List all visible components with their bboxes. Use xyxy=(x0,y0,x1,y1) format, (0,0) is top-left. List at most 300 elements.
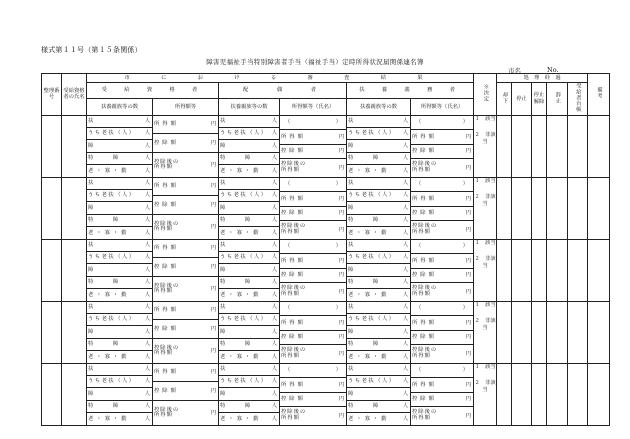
header-processing: 処 理 経 過 xyxy=(497,74,588,83)
label-dependents: 扶 xyxy=(88,242,95,248)
suspension-lifted-cell[interactable] xyxy=(532,301,547,363)
unit-person: 人 xyxy=(271,266,277,273)
label-after-deduction: 控除後の 所得額 xyxy=(281,285,307,297)
unit-yen: 円 xyxy=(338,272,344,278)
table-row xyxy=(42,301,610,363)
seq-cell[interactable] xyxy=(42,177,62,239)
income-cell[interactable] xyxy=(153,239,219,301)
label-disabled: 障 xyxy=(348,328,355,335)
unit-person: 人 xyxy=(271,192,277,199)
seq-cell[interactable] xyxy=(42,301,62,363)
label-income: 所得額 xyxy=(154,307,179,314)
rejected-cell[interactable] xyxy=(497,177,512,239)
header-dependents-count: 扶養親族等の数 xyxy=(219,99,280,115)
unit-person: 人 xyxy=(271,415,277,422)
unit-person: 人 xyxy=(271,316,277,323)
unit-yen: 円 xyxy=(210,326,216,333)
unit-yen: 円 xyxy=(465,195,472,202)
label-special-disabled: 特 障 xyxy=(220,341,254,348)
label-deduction: 控除額 xyxy=(412,148,437,154)
unit-yen: 円 xyxy=(338,396,344,402)
dependents-cell[interactable] xyxy=(87,363,153,425)
obligor-income-cell[interactable] xyxy=(411,177,474,239)
header-ledger-entry: 受給者台帳 xyxy=(568,83,588,116)
unit-person: 人 xyxy=(271,390,277,397)
label-disabled: 障 xyxy=(348,266,355,273)
unit-yen: 円 xyxy=(210,307,216,314)
ledger-entry-cell[interactable] xyxy=(568,363,588,425)
label-dependents: 扶 xyxy=(88,118,95,124)
unit-person: 人 xyxy=(144,279,150,286)
unit-person: 人 xyxy=(271,130,277,137)
unit-person: 人 xyxy=(402,378,408,385)
header-dependents-count: 扶養親族等の数 xyxy=(87,99,153,115)
unit-yen: 円 xyxy=(338,288,344,295)
decision-cell[interactable] xyxy=(474,301,497,363)
label-elderly-widow-work: 老・寡・勤 xyxy=(348,167,390,174)
unit-person: 人 xyxy=(144,130,150,137)
result-applicable: １ 該当 xyxy=(474,115,496,122)
unit-person: 人 xyxy=(144,328,150,335)
unit-yen: 円 xyxy=(338,257,344,264)
label-elderly-widow-work: 老・寡・勤 xyxy=(88,415,130,422)
label-elderly: うち老扶（人） xyxy=(88,254,136,261)
obligor-dependents-cell[interactable] xyxy=(347,115,411,177)
header-decision: ※決定 xyxy=(474,74,497,116)
label-special-disabled: 特 障 xyxy=(88,341,122,348)
label-deduction: 控除額 xyxy=(281,210,306,216)
label-dependents: 扶 xyxy=(88,180,95,186)
header-dependents-count: 扶養親族等の数 xyxy=(347,99,411,115)
ledger-table xyxy=(41,73,610,426)
label-elderly-widow-work: 老・寡・勤 xyxy=(348,229,390,236)
unit-yen: 円 xyxy=(210,223,216,230)
unit-yen: 円 xyxy=(338,381,344,388)
suspended-cell[interactable] xyxy=(512,177,532,239)
label-after-deduction: 控除後の 所得額 xyxy=(412,347,438,359)
obligor-income-cell[interactable] xyxy=(411,363,474,425)
label-deduction: 控除額 xyxy=(281,396,306,402)
label-disabled: 障 xyxy=(348,390,355,397)
obligor-name-paren: （ ） xyxy=(416,305,469,312)
unit-person: 人 xyxy=(144,366,150,372)
spouse-dependents-cell[interactable] xyxy=(219,363,280,425)
spouse-income-cell[interactable] xyxy=(280,363,347,425)
spouse-dependents-cell[interactable] xyxy=(219,239,280,301)
income-cell[interactable] xyxy=(153,301,219,363)
unit-yen: 円 xyxy=(465,350,472,357)
label-disabled: 障 xyxy=(220,390,227,397)
label-elderly: うち老扶（人） xyxy=(220,130,268,137)
unit-person: 人 xyxy=(402,328,408,335)
label-elderly: うち老扶（人） xyxy=(88,130,136,137)
spouse-dependents-cell[interactable] xyxy=(219,301,280,363)
unit-person: 人 xyxy=(402,204,408,211)
unit-yen: 円 xyxy=(465,257,472,264)
suspended-cell[interactable] xyxy=(512,115,532,177)
unit-person: 人 xyxy=(144,118,150,124)
label-dependents: 扶 xyxy=(348,180,355,186)
unit-person: 人 xyxy=(144,180,150,186)
header-income-name: 所得額等（氏名） xyxy=(411,99,474,115)
spouse-income-cell[interactable] xyxy=(280,177,347,239)
page-number-label: No. xyxy=(547,66,559,74)
label-disabled: 障 xyxy=(88,390,95,397)
label-elderly-widow-work: 老・寡・勤 xyxy=(348,415,390,422)
unit-person: 人 xyxy=(144,167,150,174)
spouse-dependents-cell[interactable] xyxy=(219,115,280,177)
remarks-cell[interactable] xyxy=(588,115,610,177)
unit-person: 人 xyxy=(271,155,277,162)
unit-yen: 円 xyxy=(338,148,344,154)
table-row xyxy=(42,363,610,425)
unit-person: 人 xyxy=(144,217,150,224)
dependents-cell[interactable] xyxy=(87,239,153,301)
label-special-disabled: 特 障 xyxy=(220,279,254,286)
label-dependents: 扶 xyxy=(220,304,227,310)
unit-person: 人 xyxy=(144,378,150,385)
spouse-income-cell[interactable] xyxy=(280,115,347,177)
unit-yen: 円 xyxy=(210,264,216,271)
header-obligor: 扶 養 義 務 者 xyxy=(347,83,474,99)
obligor-dependents-cell[interactable] xyxy=(347,301,411,363)
label-elderly: うち老扶（人） xyxy=(348,316,396,323)
unit-person: 人 xyxy=(271,180,277,186)
unit-person: 人 xyxy=(144,291,150,298)
spouse-name-paren: （ ） xyxy=(285,305,341,312)
unit-person: 人 xyxy=(271,142,277,149)
label-income: 所得額 xyxy=(412,257,437,264)
label-elderly-widow-work: 老・寡・勤 xyxy=(220,167,262,174)
ledger-entry-cell[interactable] xyxy=(568,177,588,239)
label-dependents: 扶 xyxy=(348,366,355,372)
seq-cell[interactable] xyxy=(42,363,62,425)
rejected-cell[interactable] xyxy=(497,115,512,177)
unit-person: 人 xyxy=(271,341,277,348)
unit-yen: 円 xyxy=(465,288,472,295)
unit-person: 人 xyxy=(402,142,408,149)
label-elderly-widow-work: 老・寡・勤 xyxy=(348,353,390,360)
unit-person: 人 xyxy=(271,328,277,335)
label-special-disabled: 特 障 xyxy=(348,155,382,162)
label-elderly-widow-work: 老・寡・勤 xyxy=(88,353,130,360)
header-spouse: 配 偶 者 xyxy=(219,83,347,99)
unit-person: 人 xyxy=(144,415,150,422)
label-after-deduction: 控除後の 所得額 xyxy=(154,158,180,170)
label-dependents: 扶 xyxy=(220,180,227,186)
unit-person: 人 xyxy=(402,229,408,236)
remarks-cell[interactable] xyxy=(588,239,610,301)
label-elderly: うち老扶（人） xyxy=(220,316,268,323)
unit-yen: 円 xyxy=(210,285,216,292)
suspension-lifted-cell[interactable] xyxy=(532,363,547,425)
label-deduction: 控除額 xyxy=(154,140,179,147)
ledger-body xyxy=(42,115,610,425)
spouse-income-cell[interactable] xyxy=(280,239,347,301)
label-disabled: 障 xyxy=(88,266,95,273)
result-applicable: １ 該当 xyxy=(474,177,496,184)
header-income-name: 所得額等（氏名） xyxy=(280,99,347,115)
unit-person: 人 xyxy=(271,279,277,286)
obligor-dependents-cell[interactable] xyxy=(347,363,411,425)
unit-yen: 円 xyxy=(210,369,216,376)
ledger-entry-cell[interactable] xyxy=(568,115,588,177)
suspension-lifted-cell[interactable] xyxy=(532,177,547,239)
resign-cell[interactable] xyxy=(547,177,568,239)
unit-person: 人 xyxy=(144,304,150,310)
unit-yen: 円 xyxy=(210,409,216,416)
unit-yen: 円 xyxy=(465,272,472,278)
name-cell[interactable] xyxy=(62,115,87,177)
resign-cell[interactable] xyxy=(547,239,568,301)
label-deduction: 控除額 xyxy=(412,210,437,216)
spouse-name-paren: （ ） xyxy=(285,367,341,374)
label-disabled: 障 xyxy=(220,328,227,335)
label-income: 所得額 xyxy=(412,195,437,202)
unit-person: 人 xyxy=(402,155,408,162)
rejected-cell[interactable] xyxy=(497,239,512,301)
income-cell[interactable] xyxy=(153,363,219,425)
label-income: 所得額 xyxy=(281,381,306,388)
unit-person: 人 xyxy=(144,204,150,211)
label-after-deduction: 控除後の 所得額 xyxy=(281,161,307,173)
unit-person: 人 xyxy=(402,180,408,186)
name-cell[interactable] xyxy=(62,239,87,301)
label-special-disabled: 特 障 xyxy=(88,155,122,162)
result-applicable: １ 該当 xyxy=(474,239,496,246)
header-rejected: 却下 xyxy=(497,83,512,116)
unit-person: 人 xyxy=(144,192,150,199)
label-elderly-widow-work: 老・寡・勤 xyxy=(220,415,262,422)
unit-yen: 円 xyxy=(338,164,344,171)
label-after-deduction: 控除後の 所得額 xyxy=(154,282,180,294)
dependents-cell[interactable] xyxy=(87,177,153,239)
label-deduction: 控除額 xyxy=(281,272,306,278)
label-elderly: うち老扶（人） xyxy=(220,192,268,199)
header-recipient: 受 給 資 格 者 xyxy=(87,83,219,99)
label-income: 所得額 xyxy=(154,183,179,190)
label-dependents: 扶 xyxy=(220,118,227,124)
label-deduction: 控除額 xyxy=(154,202,179,209)
unit-yen: 円 xyxy=(338,350,344,357)
unit-person: 人 xyxy=(402,353,408,360)
suspended-cell[interactable] xyxy=(512,239,532,301)
form-number: 様式第１１号（第１５条関係） xyxy=(41,46,142,54)
rejected-cell[interactable] xyxy=(497,301,512,363)
label-deduction: 控除額 xyxy=(412,272,437,278)
resign-cell[interactable] xyxy=(547,301,568,363)
income-cell[interactable] xyxy=(153,115,219,177)
resign-cell[interactable] xyxy=(547,115,568,177)
label-after-deduction: 控除後の 所得額 xyxy=(154,220,180,232)
obligor-name-paren: （ ） xyxy=(416,181,469,188)
name-cell[interactable] xyxy=(62,177,87,239)
label-income: 所得額 xyxy=(281,133,306,140)
table-row xyxy=(42,239,610,301)
unit-person: 人 xyxy=(402,341,408,348)
unit-yen: 円 xyxy=(465,164,472,171)
unit-yen: 円 xyxy=(338,412,344,419)
result-not-applicable: ２ 非該当 xyxy=(474,132,496,145)
unit-person: 人 xyxy=(271,118,277,124)
header-seq: 整理番号 xyxy=(42,74,62,116)
unit-yen: 円 xyxy=(210,161,216,168)
label-disabled: 障 xyxy=(220,204,227,211)
label-income: 所得額 xyxy=(154,121,179,128)
suspended-cell[interactable] xyxy=(512,301,532,363)
seq-cell[interactable] xyxy=(42,239,62,301)
label-deduction: 控除額 xyxy=(281,334,306,340)
income-cell[interactable] xyxy=(153,177,219,239)
label-income: 所得額 xyxy=(281,319,306,326)
label-elderly-widow-work: 老・寡・勤 xyxy=(88,167,130,174)
label-income: 所得額 xyxy=(281,195,306,202)
unit-person: 人 xyxy=(271,403,277,410)
unit-yen: 円 xyxy=(210,183,216,190)
header-income: 所得額等 xyxy=(153,99,219,115)
label-special-disabled: 特 障 xyxy=(220,217,254,224)
label-dependents: 扶 xyxy=(348,304,355,310)
decision-cell[interactable] xyxy=(474,177,497,239)
unit-yen: 円 xyxy=(465,210,472,216)
label-after-deduction: 控除後の 所得額 xyxy=(412,285,438,297)
unit-person: 人 xyxy=(271,353,277,360)
unit-yen: 円 xyxy=(338,319,344,326)
label-elderly-widow-work: 老・寡・勤 xyxy=(88,229,130,236)
unit-person: 人 xyxy=(144,142,150,149)
header-city-result: 市 に お け る 審 査 結 果 xyxy=(87,74,474,83)
label-after-deduction: 控除後の 所得額 xyxy=(281,223,307,235)
unit-person: 人 xyxy=(144,403,150,410)
obligor-income-cell[interactable] xyxy=(411,301,474,363)
unit-person: 人 xyxy=(271,167,277,174)
resign-cell[interactable] xyxy=(547,363,568,425)
decision-cell[interactable] xyxy=(474,115,497,177)
seq-cell[interactable] xyxy=(42,115,62,177)
obligor-name-paren: （ ） xyxy=(416,243,469,250)
label-income: 所得額 xyxy=(154,245,179,252)
label-elderly: うち老扶（人） xyxy=(348,378,396,385)
spouse-dependents-cell[interactable] xyxy=(219,177,280,239)
unit-yen: 円 xyxy=(210,347,216,354)
obligor-dependents-cell[interactable] xyxy=(347,177,411,239)
name-cell[interactable] xyxy=(62,301,87,363)
obligor-income-cell[interactable] xyxy=(411,115,474,177)
label-income: 所得額 xyxy=(412,381,437,388)
obligor-income-cell[interactable] xyxy=(411,239,474,301)
ledger-entry-cell[interactable] xyxy=(568,239,588,301)
remarks-cell[interactable] xyxy=(588,301,610,363)
label-special-disabled: 特 障 xyxy=(220,155,254,162)
label-disabled: 障 xyxy=(220,266,227,273)
remarks-cell[interactable] xyxy=(588,363,610,425)
remarks-cell[interactable] xyxy=(588,177,610,239)
label-disabled: 障 xyxy=(88,204,95,211)
label-after-deduction: 控除後の 所得額 xyxy=(281,409,307,421)
label-income: 所得額 xyxy=(154,369,179,376)
table-row xyxy=(42,115,610,177)
spouse-name-paren: （ ） xyxy=(285,243,341,250)
unit-person: 人 xyxy=(402,291,408,298)
dependents-cell[interactable] xyxy=(87,115,153,177)
result-applicable: １ 該当 xyxy=(474,363,496,370)
result-not-applicable: ２ 非該当 xyxy=(474,318,496,331)
unit-person: 人 xyxy=(271,291,277,298)
unit-yen: 円 xyxy=(465,226,472,233)
unit-person: 人 xyxy=(402,415,408,422)
label-dependents: 扶 xyxy=(88,304,95,310)
label-deduction: 控除額 xyxy=(154,326,179,333)
label-elderly: うち老扶（人） xyxy=(88,316,136,323)
unit-yen: 円 xyxy=(338,195,344,202)
unit-person: 人 xyxy=(271,366,277,372)
unit-yen: 円 xyxy=(210,121,216,128)
label-special-disabled: 特 障 xyxy=(88,279,122,286)
page-title: 障害児福祉手当特別障害者手当（福祉手当）定時所得状況届関係連名簿 xyxy=(206,58,424,66)
label-deduction: 控除額 xyxy=(412,396,437,402)
decision-cell[interactable] xyxy=(474,239,497,301)
unit-yen: 円 xyxy=(210,140,216,147)
unit-person: 人 xyxy=(402,192,408,199)
header-suspension-lifted: 停止解除 xyxy=(532,83,547,116)
unit-person: 人 xyxy=(271,254,277,261)
label-after-deduction: 控除後の 所得額 xyxy=(281,347,307,359)
spouse-income-cell[interactable] xyxy=(280,301,347,363)
suspension-lifted-cell[interactable] xyxy=(532,239,547,301)
label-after-deduction: 控除後の 所得額 xyxy=(154,406,180,418)
unit-person: 人 xyxy=(144,390,150,397)
label-disabled: 障 xyxy=(220,142,227,149)
unit-person: 人 xyxy=(402,304,408,310)
label-deduction: 控除額 xyxy=(412,334,437,340)
label-elderly-widow-work: 老・寡・勤 xyxy=(88,291,130,298)
decision-cell[interactable] xyxy=(474,363,497,425)
label-special-disabled: 特 障 xyxy=(348,279,382,286)
label-elderly-widow-work: 老・寡・勤 xyxy=(220,291,262,298)
label-elderly-widow-work: 老・寡・勤 xyxy=(220,229,262,236)
unit-yen: 円 xyxy=(465,412,472,419)
unit-yen: 円 xyxy=(210,388,216,395)
unit-yen: 円 xyxy=(465,334,472,340)
unit-person: 人 xyxy=(402,254,408,261)
unit-person: 人 xyxy=(144,242,150,248)
label-dependents: 扶 xyxy=(88,366,95,372)
label-special-disabled: 特 障 xyxy=(348,217,382,224)
unit-yen: 円 xyxy=(465,381,472,388)
unit-person: 人 xyxy=(144,266,150,273)
label-after-deduction: 控除後の 所得額 xyxy=(412,409,438,421)
label-after-deduction: 控除後の 所得額 xyxy=(412,161,438,173)
unit-person: 人 xyxy=(271,229,277,236)
label-elderly-widow-work: 老・寡・勤 xyxy=(220,353,262,360)
header-remarks: 備考 xyxy=(588,74,610,116)
label-after-deduction: 控除後の 所得額 xyxy=(154,344,180,356)
label-deduction: 控除額 xyxy=(154,264,179,271)
dependents-cell[interactable] xyxy=(87,301,153,363)
ledger-entry-cell[interactable] xyxy=(568,301,588,363)
spouse-name-paren: （ ） xyxy=(285,119,341,126)
name-cell[interactable] xyxy=(62,363,87,425)
suspension-lifted-cell[interactable] xyxy=(532,115,547,177)
rejected-cell[interactable] xyxy=(497,363,512,425)
obligor-dependents-cell[interactable] xyxy=(347,239,411,301)
unit-person: 人 xyxy=(402,130,408,137)
suspended-cell[interactable] xyxy=(512,363,532,425)
spouse-name-paren: （ ） xyxy=(285,181,341,188)
label-dependents: 扶 xyxy=(348,118,355,124)
unit-yen: 円 xyxy=(465,396,472,402)
unit-yen: 円 xyxy=(338,334,344,340)
